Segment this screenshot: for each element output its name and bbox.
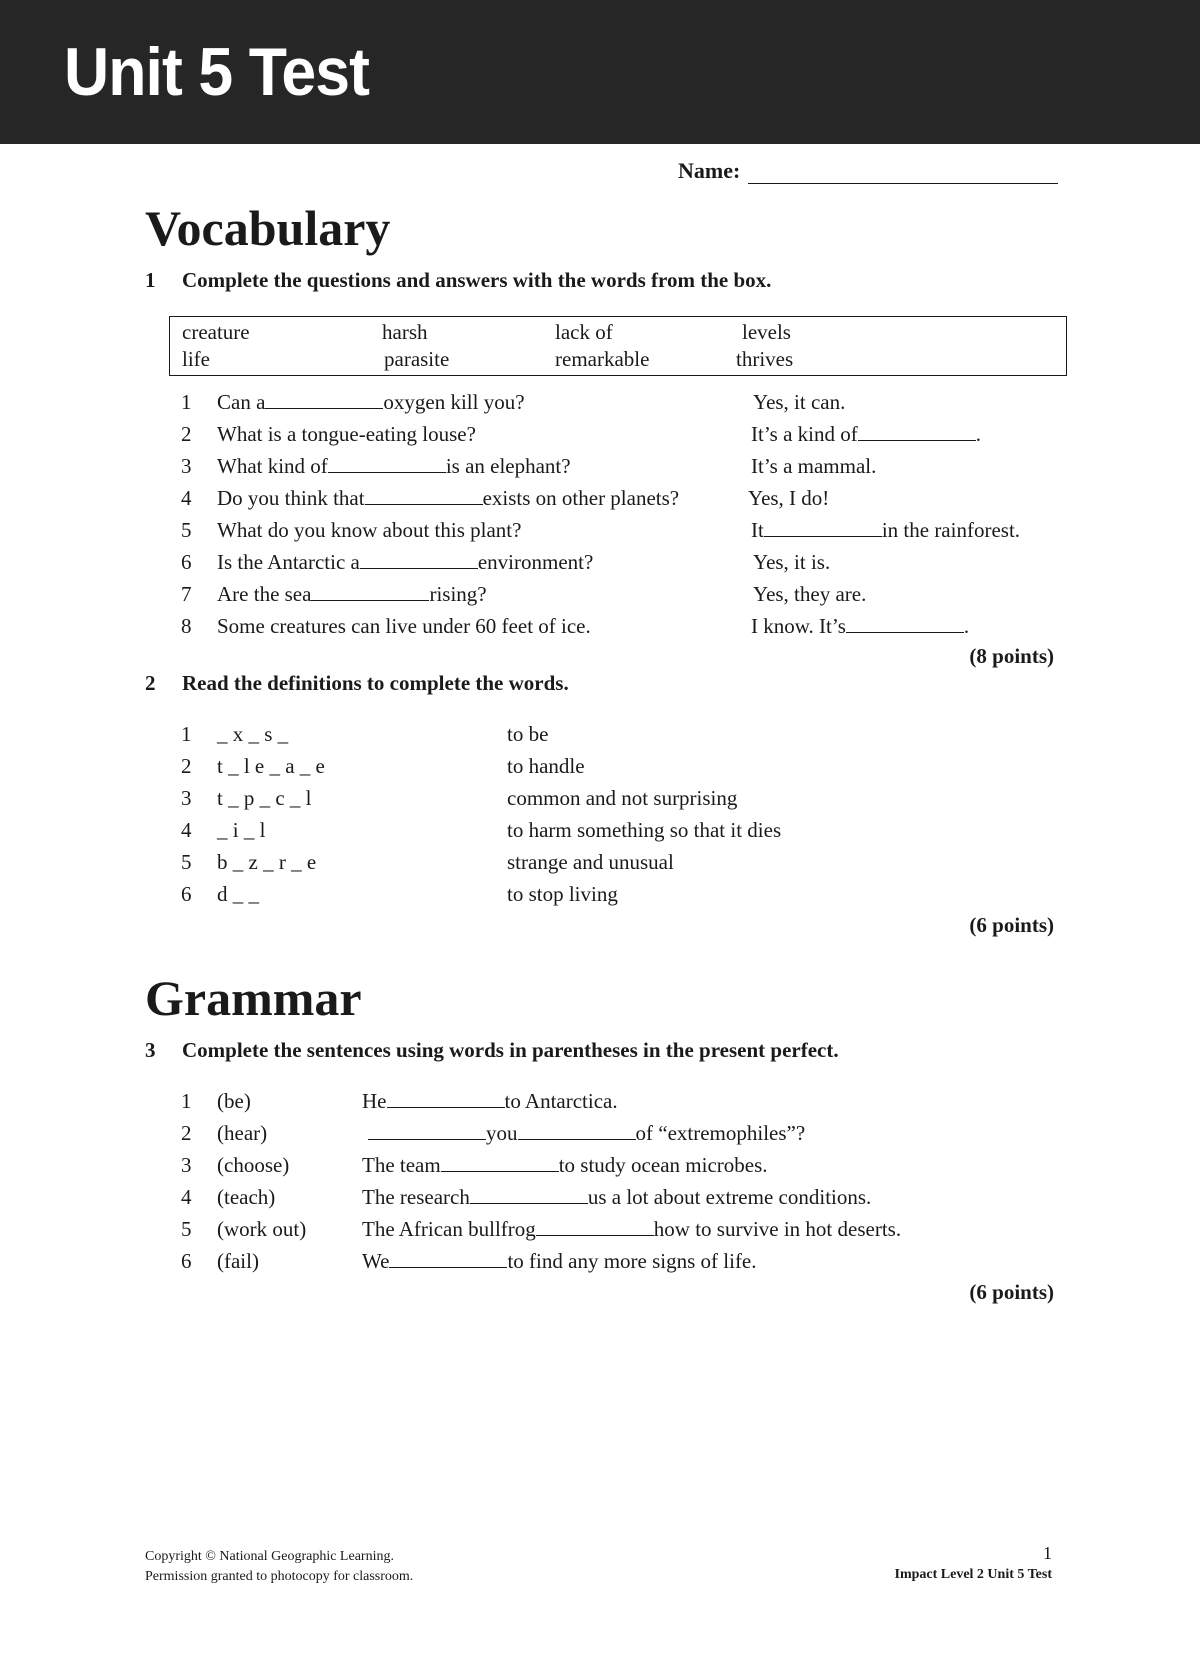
verb-prompt: (be) <box>217 1089 251 1113</box>
word-puzzle[interactable]: t _ p _ c _ l <box>217 786 312 810</box>
exercise-number: 1 <box>145 268 156 292</box>
answer-blank[interactable] <box>368 1121 486 1140</box>
exercise-3-instruction <box>145 1038 839 1063</box>
word-puzzle[interactable]: t _ l e _ a _ e <box>217 754 325 778</box>
vocabulary-heading: Vocabulary <box>145 200 391 256</box>
answer-blank[interactable] <box>311 582 429 601</box>
word-box-item: creature <box>182 320 250 344</box>
answer-blank[interactable] <box>328 454 446 473</box>
page-title: Unit 5 Test <box>64 34 370 110</box>
header-bar <box>0 0 1200 144</box>
exercise-2-instruction <box>145 671 569 696</box>
verb-prompt: (fail) <box>217 1249 259 1273</box>
word-box-item: lack of <box>555 320 613 344</box>
definition: to handle <box>507 754 585 778</box>
footer-copyright <box>145 1547 413 1587</box>
verb-prompt: (work out) <box>217 1217 307 1241</box>
points-label: (6 points) <box>969 1280 1054 1304</box>
footer-info <box>895 1542 1053 1586</box>
exercise-1-instruction <box>145 268 771 293</box>
answer-blank[interactable] <box>846 614 964 633</box>
word-box <box>169 316 1067 376</box>
answer-blank[interactable] <box>518 1121 636 1140</box>
instruction-text: Complete the questions and answers with the words from the box. <box>182 268 772 292</box>
name-label: Name: <box>678 158 741 183</box>
exercise-number: 3 <box>145 1038 156 1062</box>
word-box-item: parasite <box>384 347 450 371</box>
answer-blank[interactable] <box>265 390 383 409</box>
word-puzzle[interactable]: _ i _ l <box>217 818 266 842</box>
definition: strange and unusual <box>507 850 674 874</box>
answer-blank[interactable] <box>536 1217 654 1236</box>
points-label: (6 points) <box>969 913 1054 937</box>
definition: to stop living <box>507 882 618 906</box>
word-box-item: harsh <box>382 320 428 344</box>
verb-prompt: (hear) <box>217 1121 268 1145</box>
answer-blank[interactable] <box>858 422 976 441</box>
instruction-text: Read the definitions to complete the words. <box>182 671 569 695</box>
name-input-line[interactable] <box>748 161 1058 184</box>
page-number: 1 <box>1043 1543 1052 1563</box>
word-puzzle[interactable]: _ x _ s _ <box>217 722 289 746</box>
word-box-item: life <box>182 347 210 371</box>
verb-prompt: (choose) <box>217 1153 290 1177</box>
definition: to be <box>507 722 549 746</box>
exercise-number: 2 <box>145 671 156 695</box>
answer-blank[interactable] <box>387 1089 505 1108</box>
word-box-item: levels <box>742 320 791 344</box>
word-box-item: thrives <box>736 347 794 371</box>
answer-blank[interactable] <box>365 486 483 505</box>
verb-prompt: (teach) <box>217 1185 276 1209</box>
book-title: Impact Level 2 Unit 5 Test <box>894 1567 1052 1582</box>
permission-text: Permission granted to photocopy for classroom. <box>145 1569 414 1584</box>
answer-blank[interactable] <box>441 1153 559 1172</box>
instruction-text: Complete the sentences using words in parentheses in the present perfect. <box>182 1038 839 1062</box>
definition: to harm something so that it dies <box>507 818 782 842</box>
answer-blank[interactable] <box>360 550 478 569</box>
answer-blank[interactable] <box>389 1249 507 1268</box>
word-puzzle[interactable]: d _ _ <box>217 882 259 906</box>
definition: common and not surprising <box>507 786 738 810</box>
grammar-heading: Grammar <box>145 970 362 1026</box>
answer-blank[interactable] <box>470 1185 588 1204</box>
name-field <box>678 158 1058 184</box>
answer-blank[interactable] <box>764 518 882 537</box>
word-box-item: remarkable <box>555 347 650 371</box>
copyright-text: Copyright © National Geographic Learning. <box>145 1549 394 1564</box>
word-puzzle[interactable]: b _ z _ r _ e <box>217 850 317 874</box>
points-label: (8 points) <box>969 644 1054 668</box>
